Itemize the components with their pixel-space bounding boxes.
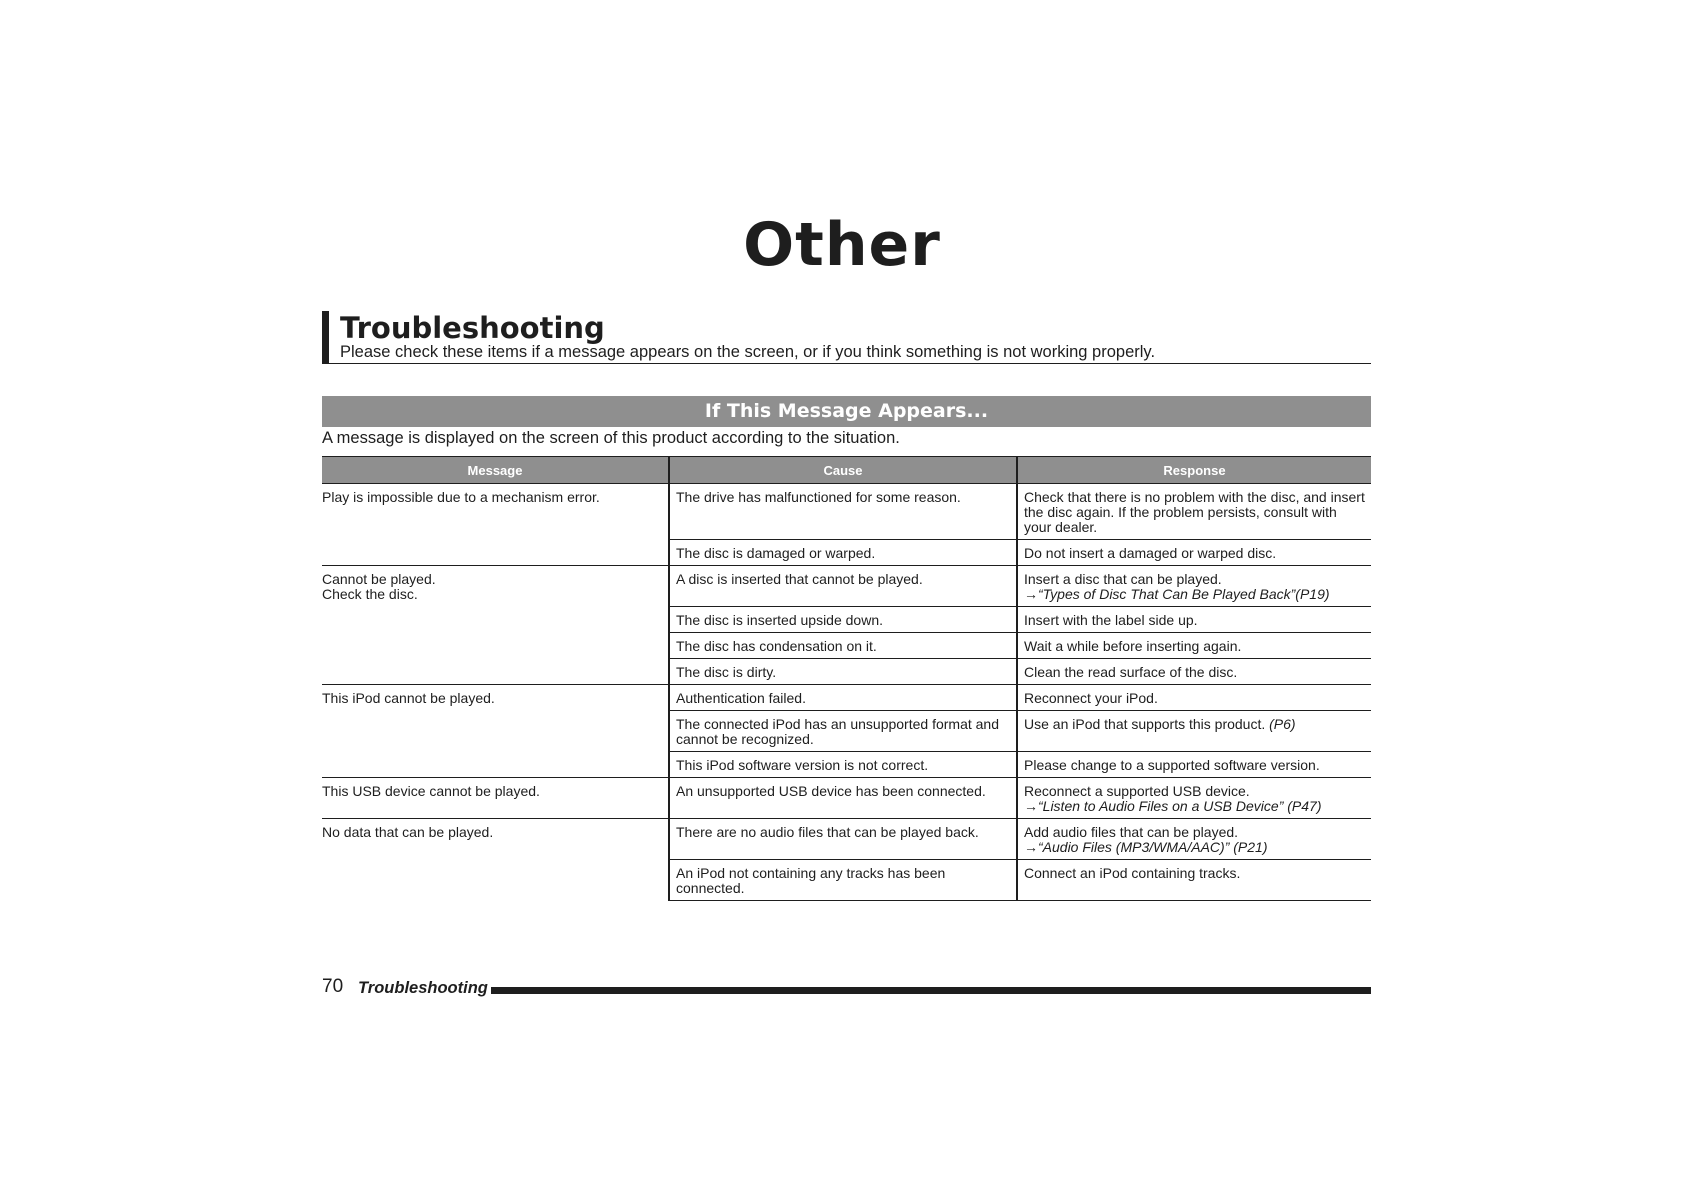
response-text: Insert a disc that can be played.	[1024, 571, 1222, 587]
response-text: Clean the read surface of the disc.	[1024, 664, 1238, 680]
section-title: Troubleshooting	[340, 311, 605, 345]
page-title: Other	[743, 210, 941, 280]
response-text: Check that there is no problem with the disc, and insert the disc again. If the problem persists, consult with your dealer.	[1024, 489, 1365, 535]
page-reference: →“Listen to Audio Files on a USB Device” (P47)	[1024, 798, 1322, 814]
cause-cell: The drive has malfunctioned for some reason.	[669, 484, 1017, 540]
response-cell	[1017, 633, 1371, 659]
cause-cell: A disc is inserted that cannot be played.	[669, 566, 1017, 607]
response-cell	[1017, 659, 1371, 685]
cause-cell: The disc is dirty.	[669, 659, 1017, 685]
response-cell	[1017, 819, 1371, 860]
response-cell	[1017, 540, 1371, 566]
message-text: Check the disc.	[322, 586, 418, 602]
response-text: Use an iPod that supports this product.	[1024, 716, 1266, 732]
section-intro: Please check these items if a message appears on the screen, or if you think something is not working properly.	[340, 343, 1156, 361]
response-text: Do not insert a damaged or warped disc.	[1024, 545, 1277, 561]
response-text: Add audio files that can be played.	[1024, 824, 1239, 840]
response-cell	[1017, 685, 1371, 711]
cause-cell: The disc is inserted upside down.	[669, 607, 1017, 633]
table-row	[322, 566, 1371, 607]
table-row	[322, 819, 1371, 860]
response-text: Reconnect a supported USB device.	[1024, 783, 1250, 799]
response-cell	[1017, 607, 1371, 633]
section-header	[322, 311, 1371, 364]
page-reference: (P6)	[1269, 716, 1296, 732]
response-cell	[1017, 484, 1371, 540]
column-header-response: Response	[1017, 457, 1371, 484]
message-cell	[322, 819, 669, 901]
table-row	[322, 778, 1371, 819]
cause-cell: Authentication failed.	[669, 685, 1017, 711]
page-reference: →“Audio Files (MP3/WMA/AAC)” (P21)	[1024, 839, 1268, 855]
message-cell	[322, 685, 669, 778]
cause-cell: This iPod software version is not correct.	[669, 752, 1017, 778]
table-row	[322, 685, 1371, 711]
message-text: Play is impossible due to a mechanism error.	[322, 489, 600, 505]
response-cell	[1017, 860, 1371, 901]
message-cell	[322, 484, 669, 566]
response-text: Reconnect your iPod.	[1024, 690, 1158, 706]
response-text: Wait a while before inserting again.	[1024, 638, 1242, 654]
cause-cell: The disc has condensation on it.	[669, 633, 1017, 659]
message-cell	[322, 566, 669, 685]
page-footer	[322, 975, 1371, 1001]
footer-title: Troubleshooting	[358, 979, 488, 997]
column-header-message: Message	[322, 457, 669, 484]
page-reference: →“Types of Disc That Can Be Played Back”(P19)	[1024, 586, 1330, 602]
footer-rule	[491, 987, 1371, 994]
response-cell	[1017, 752, 1371, 778]
cause-cell: There are no audio files that can be played back.	[669, 819, 1017, 860]
message-banner: If This Message Appears...	[322, 396, 1371, 427]
table-row	[322, 484, 1371, 540]
cause-cell: An iPod not containing any tracks has been connected.	[669, 860, 1017, 901]
message-text: No data that can be played.	[322, 824, 494, 840]
response-text: Please change to a supported software version.	[1024, 757, 1320, 773]
cause-cell: The disc is damaged or warped.	[669, 540, 1017, 566]
table-header-row	[322, 457, 1371, 484]
page-number: 70	[322, 976, 344, 997]
cause-cell: An unsupported USB device has been connected.	[669, 778, 1017, 819]
banner-note: A message is displayed on the screen of this product according to the situation.	[322, 429, 900, 447]
message-cell	[322, 778, 669, 819]
message-text: This iPod cannot be played.	[322, 690, 495, 706]
cause-cell: The connected iPod has an unsupported format and cannot be recognized.	[669, 711, 1017, 752]
response-cell	[1017, 711, 1371, 752]
message-text: Cannot be played.	[322, 571, 436, 587]
troubleshooting-table	[322, 456, 1371, 901]
column-header-cause: Cause	[669, 457, 1017, 484]
message-text: This USB device cannot be played.	[322, 783, 540, 799]
response-cell	[1017, 566, 1371, 607]
response-cell	[1017, 778, 1371, 819]
response-text: Insert with the label side up.	[1024, 612, 1198, 628]
response-text: Connect an iPod containing tracks.	[1024, 865, 1241, 881]
